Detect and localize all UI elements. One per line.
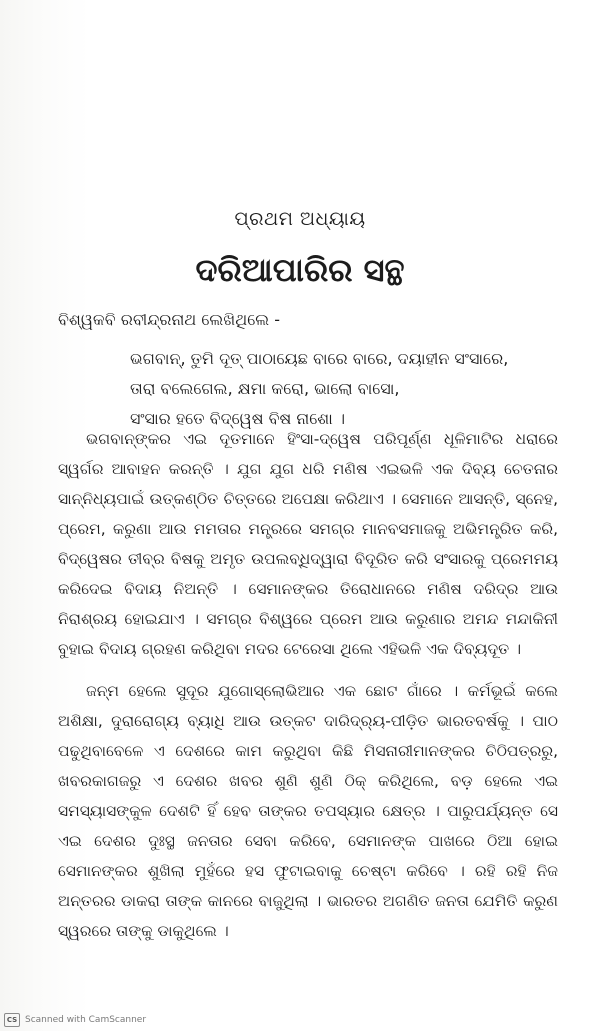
chapter-title: ଦରିଆପାରିର ସନ୍ଥ: [195, 251, 405, 289]
poem-line: ତାରା ବଲେଗେଲ, କ୍ଷମା କରୋ, ଭାଲୋ ବାସୋ,: [130, 379, 400, 398]
body-paragraph: [58, 424, 558, 664]
camscanner-icon: CS: [4, 1013, 20, 1027]
poem-line: ଭଗବାନ୍, ତୁମି ଦୂତ୍ ପାଠାୟେଛ ବାରେ ବାରେ, ଦୟାହୀନ ସଂସାରେ,: [130, 349, 509, 368]
paragraph-text: ଭଗବାନ୍‌ଙ୍କର ଏଇ ଦୂତମାନେ ହିଂସା-ଦ୍ୱେଷ ପରିପୂର୍ଣ୍ଣ ଧୂଳିମାଟିର ଧରାରେ ସ୍ୱର୍ଗର ଆବାହନ କରନ୍ତି । ଯୁଗ ଯୁଗ ଧରି ମଣିଷ ଏଇଭଳି ଏକ ଦିବ୍ୟ ଚେତନାର ସାନ୍ନିଧ୍ୟପାଇଁ ଉତ୍କଣ୍ଠିତ ଚିତ୍ତରେ ଅପେକ୍ଷା କରିଥାଏ । ସେମାନେ ଆସନ୍ତି, ସ୍ନେହ, ପ୍ରେମ, କରୁଣା ଆଉ ମମତାର ମନ୍ତ୍ରରେ ସମଗ୍ର ମାନବସମାଜକୁ ଅଭିମନ୍ତ୍ରିତ କରି, ବିଦ୍ୱେଷର ତୀବ୍ର ବିଷକୁ ଅମୃତ ଉପଲବ୍ଧିଦ୍ୱାରା ବିଦୂରିତ କରି ସଂସାରକୁ ପ୍ରେମମୟ କରିଦେଇ ବିଦାୟ ନିଅନ୍ତି । ସେମାନଙ୍କର ତିରୋଧାନରେ ମଣିଷ ଦରିଦ୍ର ଆଉ ନିରାଶ୍ରୟ ହୋଇଯାଏ । ସମଗ୍ର ବିଶ୍ୱରେ ପ୍ରେମ ଆଉ କରୁଣାର ଅମନ୍ଦ ମନ୍ଦାକିନୀ ବୁହାଇ ବିଦାୟ ଗ୍ରହଣ କରିଥିବା ମଦର ଟେରେସା ଥିଲେ ଏହିଭଳି ଏକ ଦିବ୍ୟଦୂତ ।: [58, 430, 558, 658]
chapter-number: ପ୍ରଥମ ଅଧ୍ୟାୟ: [234, 208, 366, 230]
scanner-watermark: [4, 1013, 146, 1027]
poem-quote: [130, 344, 580, 434]
watermark-text: Scanned with CamScanner: [25, 1015, 147, 1025]
paragraph-text: ଜନ୍ମ ହେଲେ ସୁଦୂର ଯୁଗୋସ୍ଲୋଭିଆର ଏକ ଛୋଟ ଗାଁରେ । କର୍ମଭୂଇଁ କଲେ ଅଶିକ୍ଷା, ଦୁରାରୋଗ୍ୟ ବ୍ୟାଧି ଆଉ ଉତ୍କଟ ଦାରିଦ୍ର୍ୟ-ପୀଡ଼ିତ ଭାରତବର୍ଷକୁ । ପାଠ ପଢୁଥିବାବେଳେ ଏ ଦେଶରେ କାମ କରୁଥିବା କିଛି ମିସନାରୀମାନଙ୍କର ଚିଠିପତ୍ରରୁ, ଖବରକାଗଜରୁ ଏ ଦେଶର ଖବର ଶୁଣି ଶୁଣି ଠିକ୍ କରିଥିଲେ, ବଡ଼ ହେଲେ ଏଇ ସମସ୍ୟାସଙ୍କୁଳ ଦେଶଟି ହିଁ ହେବ ତାଙ୍କର ତପସ୍ୟାର କ୍ଷେତ୍ର । ପାରୁପର୍ଯ୍ୟନ୍ତ ସେ ଏଇ ଦେଶର ଦୁଃସ୍ଥ ଜନତାର ସେବା କରିବେ, ସେମାନଙ୍କ ପାଖରେ ଠିଆ ହୋଇ ସେମାନଙ୍କର ଶୁଖିଲା ମୁହଁରେ ହସ ଫୁଟାଇବାକୁ ଚେଷ୍ଟା କରିବେ । ରହି ରହି ନିଜ ଅନ୍ତରର ଡାକରା ତାଙ୍କ କାନରେ ବାଜୁଥିଲା । ଭାରତର ଅଗଣିତ ଜନତା ଯେମିତି କରୁଣ ସ୍ୱରରେ ତାଙ୍କୁ ଡାକୁଥିଲେ ।: [58, 682, 558, 940]
intro-line: ବିଶ୍ୱକବି ରବୀନ୍ଦ୍ରନାଥ ଲେଖିଥିଲେ -: [58, 310, 281, 329]
poem-line: ସଂସାର ହତେ ବିଦ୍ୱେଷ ବିଷ ନାଶୋ ।: [130, 409, 346, 428]
body-paragraph: [58, 676, 558, 946]
